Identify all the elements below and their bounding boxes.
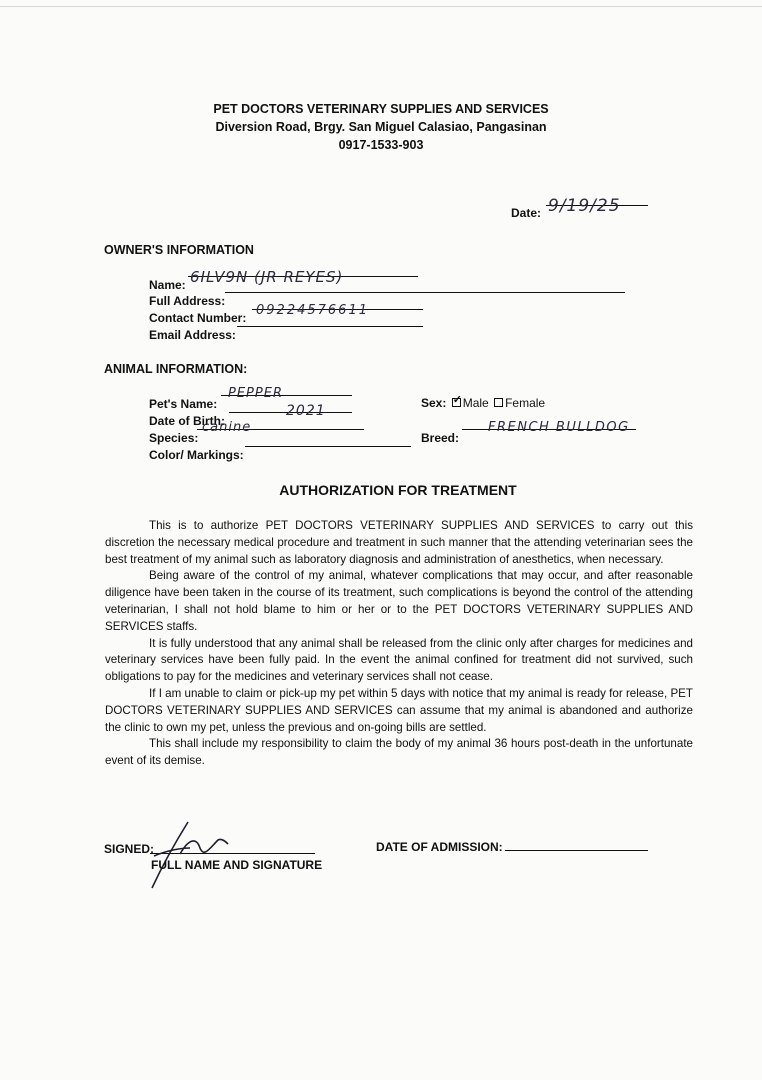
- checkmark-icon: ✓: [452, 394, 462, 407]
- email-address-line: [237, 326, 423, 327]
- species-value[interactable]: canine: [202, 420, 252, 435]
- color-markings-label: Color/ Markings:: [149, 448, 244, 462]
- contact-number-value[interactable]: 09224576611: [256, 303, 369, 318]
- sex-field: [421, 396, 545, 410]
- pet-name-label: Pet's Name:: [149, 397, 218, 411]
- dob-value[interactable]: 2021: [286, 403, 326, 419]
- paragraph: It is fully understood that any animal shall be released from the clinic only after charges for medicines and veterinary services have been fully paid. In the event the animal confined for treatment did not survived, such obligations to pay for the medicines and veterinary services shall not cease.: [105, 636, 693, 684]
- contact-number-label: Contact Number:: [149, 311, 247, 325]
- date-value[interactable]: 9/19/25: [548, 196, 621, 216]
- sex-label: Sex:: [421, 396, 447, 410]
- owner-name-label: Name:: [149, 278, 186, 292]
- signed-label: SIGNED:: [104, 842, 155, 856]
- paragraph: This shall include my responsibility to claim the body of my animal 36 hours post-death in the unfortunate event of its demise.: [105, 737, 693, 768]
- breed-value[interactable]: FRENCH BULLDOG: [488, 420, 630, 435]
- owner-section-title: OWNER'S INFORMATION: [104, 243, 254, 257]
- sex-male-checkbox[interactable]: [452, 394, 462, 407]
- owner-name-value[interactable]: 6ILV9N (JR REYES): [190, 268, 344, 286]
- authorization-title: AUTHORIZATION FOR TREATMENT: [279, 482, 517, 498]
- date-of-admission-line: [505, 850, 648, 851]
- full-address-line: [225, 292, 625, 293]
- scan-edge-line: [0, 6, 762, 7]
- authorization-body: [105, 518, 693, 770]
- paragraph: This is to authorize PET DOCTORS VETERINARY SUPPLIES AND SERVICES to carry out this discretion the necessary medical procedure and treatment in such manner that the attending veterinarian sees the best treatment of my animal such as laboratory diagnosis and administration of anesthetics, when necessary.: [105, 519, 693, 566]
- handwritten-signature[interactable]: [148, 818, 238, 893]
- signature-caption: FULL NAME AND SIGNATURE: [151, 858, 323, 872]
- business-address: Diversion Road, Brgy. San Miguel Calasiao, Pangasinan: [215, 120, 547, 134]
- color-markings-line: [245, 446, 411, 447]
- animal-section-title: ANIMAL INFORMATION:: [104, 362, 248, 376]
- date-label: Date:: [511, 206, 542, 220]
- business-name: PET DOCTORS VETERINARY SUPPLIES AND SERVICES: [213, 102, 549, 116]
- paragraph: Being aware of the control of my animal, whatever complications that may occur, and after reasonable diligence have been taken in the course of its treatment, such complications is beyond the control of the attending veterinarian, I shall not hold blame to him or her or to the PET DOCTORS VETERINARY SUPPLIES AND SERVICES staffs.: [105, 569, 693, 633]
- dob-label: Date of Birth:: [149, 414, 225, 428]
- sex-female-label: Female: [505, 396, 546, 410]
- full-address-label: Full Address:: [149, 294, 226, 308]
- sex-female-checkbox[interactable]: [494, 398, 503, 407]
- email-address-label: Email Address:: [149, 328, 236, 342]
- species-label: Species:: [149, 431, 199, 445]
- date-of-admission-label: DATE OF ADMISSION:: [376, 840, 503, 854]
- paragraph: If I am unable to claim or pick-up my pet within 5 days with notice that my animal is ready for release, PET DOCTORS VETERINARY SUPPLIES AND SERVICES can assume that my animal is abandoned and authorize the clinic to own my pet, unless the previous and on-going bills are settled.: [105, 686, 693, 734]
- breed-label: Breed:: [421, 431, 460, 445]
- sex-male-label: Male: [462, 396, 489, 410]
- business-phone: 0917-1533-903: [338, 138, 424, 152]
- pet-name-value[interactable]: PEPPER: [228, 386, 283, 401]
